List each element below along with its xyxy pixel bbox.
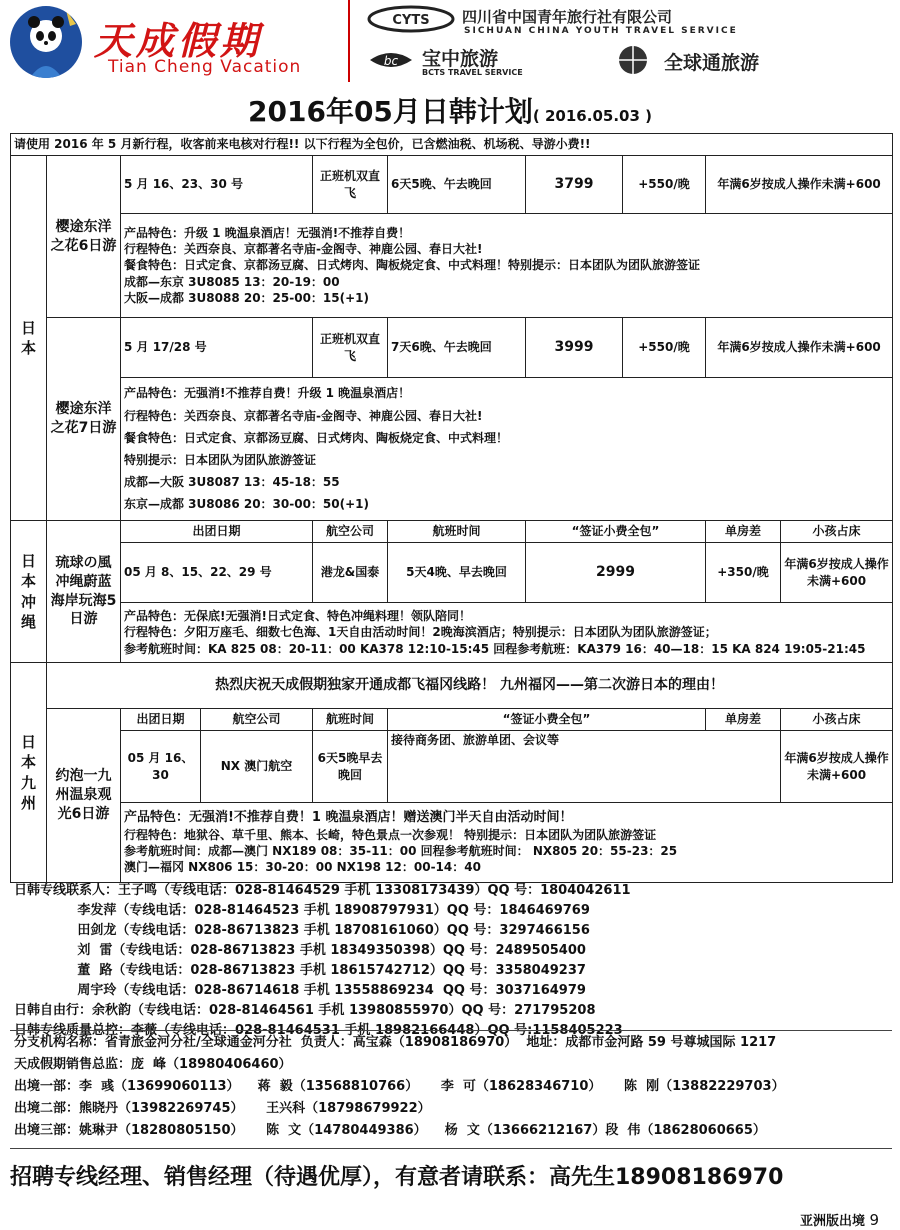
japan-tour1-single: +550/晚 (623, 156, 706, 214)
col-header: 小孩占床 (781, 709, 893, 731)
kyushu-airline: NX 澳门航空 (201, 731, 313, 803)
col-header: 单房差 (706, 521, 781, 543)
branch-line: 出境三部：姚琳尹（18280805150） 陈 文（14780449386） 杨 文（13666212167）段 伟（18628060665） (14, 1123, 766, 1138)
japan-tour1-features (121, 214, 893, 318)
partner-logos (352, 0, 852, 82)
kyushu-tour-name: 约泡一九州温泉观光6日游 (47, 709, 121, 883)
kyushu-features (121, 803, 893, 883)
feature-line: 产品特色：升级 1 晚温泉酒店！无强消!不推荐自费！ (124, 226, 411, 241)
col-header: 小孩占床 (781, 521, 893, 543)
japan-tour2-price: 3999 (526, 318, 623, 378)
feature-line: 餐食特色：日式定食、京都汤豆腐、日式烤肉、陶板烧定食、中式料理！ (124, 430, 509, 445)
col-header: 航空公司 (313, 521, 388, 543)
col-header: “签证小费全包” (388, 709, 706, 731)
col-header: 出团日期 (121, 521, 313, 543)
cyts-logo-icon (366, 4, 456, 34)
contact-line: 李发萍（专线电话：028-81464523 手机 18908797931）QQ 号：1846469769 (14, 903, 590, 918)
kyushu-child: 年满6岁按成人操作未满+600 (781, 731, 893, 803)
feature-line: 澳门—福冈 NX806 15：30-20：00 NX198 12：00-14：40 (124, 860, 481, 875)
col-header: “签证小费全包” (526, 521, 706, 543)
qqt-name-cn: 全球通旅游 (664, 52, 760, 74)
feature-line: 行程特色：关西奈良、京都著名寺庙-金阁寺、神鹿公园、春日大社! (124, 242, 483, 257)
branch-line: 分支机构名称：省青旅金河分社/全球通金河分社 负责人：高宝森（18908186970） 地址：成都市金河路 59 号尊城国际 1217 (14, 1035, 777, 1050)
title-date: ( 2016.05.03 ) (532, 107, 652, 125)
okinawa-duration: 5天4晚、早去晚回 (388, 543, 526, 603)
contact-list (14, 881, 886, 1041)
branch-list (14, 1032, 886, 1142)
japan-tour2-info-row (11, 318, 893, 378)
svg-text:CYTS: CYTS (392, 13, 430, 28)
okinawa-child: 年满6岁按成人操作未满+600 (781, 543, 893, 603)
contact-line: 刘 雷（专线电话：028-86713823 手机 18349350398）QQ 号：2489505400 (14, 943, 586, 958)
header-banner (0, 0, 900, 86)
japan-tour2-name: 樱途东洋之花7日游 (47, 318, 121, 521)
japan-tour1-flight-type: 正班机双直飞 (313, 156, 388, 214)
divider (10, 1030, 892, 1031)
kyushu-banner: 热烈庆祝天成假期独家开通成都飞福冈线路！ 九州福冈——第二次游日本的理由！ (47, 663, 893, 709)
japan-tour1-feature-row (11, 214, 893, 318)
japan-tour2-features (121, 378, 893, 521)
okinawa-dates: 05 月 8、15、22、29 号 (121, 543, 313, 603)
feature-line: 产品特色：无强消!不推荐自费！升级 1 晚温泉酒店！ (124, 386, 411, 401)
region-kyushu: 日本九州 (11, 663, 47, 883)
feature-line: 产品特色：无强消!不推荐自费！1 晚温泉酒店！赠送澳门半天自由活动时间！ (124, 810, 573, 826)
footer-section: 亚洲版出境 (800, 1214, 866, 1229)
page-title (0, 90, 900, 130)
japan-tour1-price: 3799 (526, 156, 623, 214)
kyushu-group: 接待商务团、旅游单团、会议等 (388, 731, 781, 803)
notice-text: 请使用 2016 年 5 月新行程，收客前来电核对行程!! 以下行程为全包价，已含燃油税、机场税、导游小费!! (11, 134, 893, 156)
divider (10, 1148, 892, 1149)
panda-mascot-icon (10, 6, 82, 78)
col-header: 航班时间 (313, 709, 388, 731)
bcts-logo-icon (366, 44, 416, 76)
globe-logo-icon (610, 44, 656, 76)
kyushu-dates: 05 月 16、30 (121, 731, 201, 803)
okinawa-tour-name: 琉球の風冲绳蔚蓝海岸玩海5日游 (47, 521, 121, 663)
tiancheng-logo (0, 0, 350, 82)
col-header: 出团日期 (121, 709, 201, 731)
branch-line: 出境一部：李 彧（13699060113） 蒋 毅（13568810766） 李 可（18628346710） 陈 刚（13882229703） (14, 1079, 785, 1094)
branch-line: 天成假期销售总监：庞 峰（18980406460） (14, 1057, 292, 1072)
okinawa-info-row (11, 543, 893, 603)
okinawa-feature-row (11, 603, 893, 663)
okinawa-single: +350/晚 (706, 543, 781, 603)
kyushu-duration: 6天5晚早去晚回 (313, 731, 388, 803)
okinawa-header-row (11, 521, 893, 543)
feature-line: 行程特色：地狱谷、草千里、熊本、长崎，特色景点一次参观！ 特别提示：日本团队为团队旅游签证 (124, 827, 657, 842)
japan-tour1-name: 樱途东洋之花6日游 (47, 156, 121, 318)
feature-line: 大阪—成都 3U8088 20：25-00：15(+1) (124, 290, 369, 305)
contact-line: 董 路（专线电话：028-86713823 手机 18615742712）QQ 号：3358049237 (14, 963, 586, 978)
region-okinawa: 日本冲绳 (11, 521, 47, 663)
title-main: 2016年05月日韩计划 (248, 95, 533, 128)
svg-text:bc: bc (383, 54, 399, 68)
feature-line: 特别提示：日本团队为团队旅游签证 (124, 453, 317, 467)
col-header: 航空公司 (201, 709, 313, 731)
japan-tour2-feature-row (11, 378, 893, 521)
japan-tour1-child: 年满6岁按成人操作未满+600 (706, 156, 893, 214)
feature-line: 行程特色：夕阳万座毛、细数七色海、1天自由活动时间！2晚海滨酒店；特别提示：日本团队为团队旅游签证； (124, 625, 717, 640)
japan-tour2-dates: 5 月 17/28 号 (121, 318, 313, 378)
col-header: 航班时间 (388, 521, 526, 543)
feature-line: 东京—成都 3U8086 20：30-00：50(+1) (124, 497, 369, 512)
brand-en: Tian Cheng Vacation (108, 57, 302, 77)
branch-line: 出境二部：熊晓丹（13982269745） 王兴科（18798679922） (14, 1101, 431, 1116)
japan-tour2-single: +550/晚 (623, 318, 706, 378)
japan-tour1-info-row (11, 156, 893, 214)
contact-line: 田剑龙（专线电话：028-86713823 手机 18708161060）QQ 号：3297466156 (14, 923, 590, 938)
okinawa-airline: 港龙&国泰 (313, 543, 388, 603)
feature-line: 成都—东京 3U8085 13：20-19：00 (124, 274, 340, 289)
contact-line: 周宇玲（专线电话：028-86714618 手机 13558869234 QQ 号：3037164979 (14, 983, 586, 998)
japan-tour2-flight-type: 正班机双直飞 (313, 318, 388, 378)
kyushu-feature-row (11, 803, 893, 883)
feature-line: 成都—大阪 3U8087 13：45-18：55 (124, 475, 340, 490)
feature-line: 行程特色：关西奈良、京都著名寺庙-金阁寺、神鹿公园、春日大社! (124, 408, 483, 423)
page-number: 9 (869, 1211, 880, 1229)
feature-line: 参考航班时间：成都—澳门 NX189 08：35-11：00 回程参考航班时间： NX805 20：55-23：25 (124, 844, 678, 859)
notice-row (11, 134, 893, 156)
japan-tour2-child: 年满6岁按成人操作未满+600 (706, 318, 893, 378)
kyushu-info-row (11, 731, 893, 803)
japan-tour1-dates: 5 月 16、23、30 号 (121, 156, 313, 214)
page-footer (800, 1210, 879, 1229)
feature-line: 产品特色：无保底!无强消!日式定食、特色冲绳料理！领队陪同！ (124, 609, 471, 624)
bcts-name-en: BCTS TRAVEL SERVICE (422, 68, 523, 77)
contact-line: 日韩专线质量总控：李薇（专线电话：028-81464531 手机 18982166448）QQ 号:1158405223 (14, 1023, 623, 1038)
feature-line: 餐食特色：日式定食、京都汤豆腐、日式烤肉、陶板烧定食、中式料理！特别提示：日本团队为团队旅游签证 (124, 258, 701, 273)
tour-table (10, 133, 893, 883)
contact-line: 日韩专线联系人：王子鸣（专线电话：028-81464529 手机 13308173439）QQ 号：1804042611 (14, 883, 631, 898)
contact-line: 日韩自由行：余秋韵（专线电话：028-81464561 手机 13980855970）QQ 号：271795208 (14, 1003, 596, 1018)
cyts-name-en: SICHUAN CHINA YOUTH TRAVEL SERVICE (464, 26, 738, 36)
bcts-name-cn: 宝中旅游 (422, 48, 499, 70)
brand-cn: 天成假期 (94, 18, 263, 63)
kyushu-banner-row (11, 663, 893, 709)
feature-line: 参考航班时间：KA 825 08：20-11：00 KA378 12:10-15:45 回程参考航班：KA379 16：40—18：15 KA 824 19:05-21:45 (124, 641, 866, 656)
cyts-name-cn: 四川省中国青年旅行社有限公司 (462, 8, 673, 26)
col-header: 单房差 (706, 709, 781, 731)
okinawa-features (121, 603, 893, 663)
japan-tour1-duration: 6天5晚、午去晚回 (388, 156, 526, 214)
kyushu-header-row (11, 709, 893, 731)
recruitment-notice: 招聘专线经理、销售经理（待遇优厚），有意者请联系：高先生18908186970 (10, 1165, 784, 1190)
okinawa-price: 2999 (526, 543, 706, 603)
japan-tour2-duration: 7天6晚、午去晚回 (388, 318, 526, 378)
region-japan: 日本 (11, 156, 47, 521)
